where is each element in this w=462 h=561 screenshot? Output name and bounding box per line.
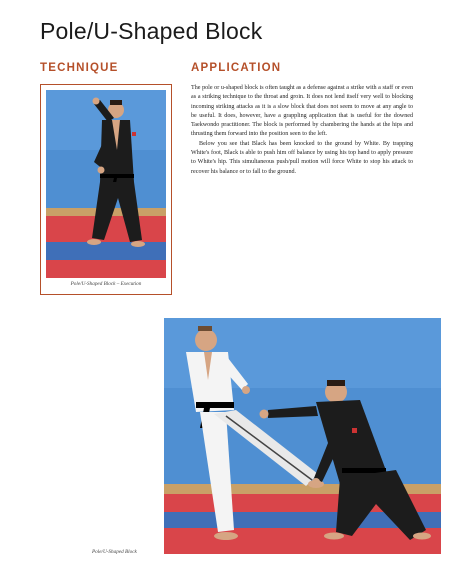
- body-paragraph-1: The pole or u-shaped block is often taught as a defense against a strike with a staff or even as a striking technique to the throat and groin. It does not lend itself very well to blocking incoming striking attacks as it is a slow block that does not seem to move at any angle to be useful. It does, however, have a grappling application that is useful for the downed Taekwondo practitioner. The block is performed by chambering the hands at the hips and thrusting them forward into the position seen to the left.: [191, 85, 413, 138]
- application-photo: [164, 318, 441, 554]
- page-title: Pole/U-Shaped Block: [40, 18, 263, 44]
- execution-photo: [46, 90, 166, 278]
- figure-caption-execution: Pole/U-Shaped Block – Execution: [70, 281, 142, 287]
- section-heading-application: APPLICATION: [191, 62, 282, 74]
- body-paragraph-2: Below you see that Black has been knocked to the ground by White. By trapping White's foot, Black is able to push him off balance by using his top hand to apply pressure to White's hip. This simultaneous push/pull motion will force White to stop his attack to recover his balance or to fall to the ground.: [191, 140, 413, 175]
- figure-caption-application: Pole/U-Shaped Block: [92, 549, 137, 555]
- figure-execution: [40, 84, 172, 295]
- application-body: [191, 84, 413, 177]
- section-heading-technique: TECHNIQUE: [40, 62, 119, 74]
